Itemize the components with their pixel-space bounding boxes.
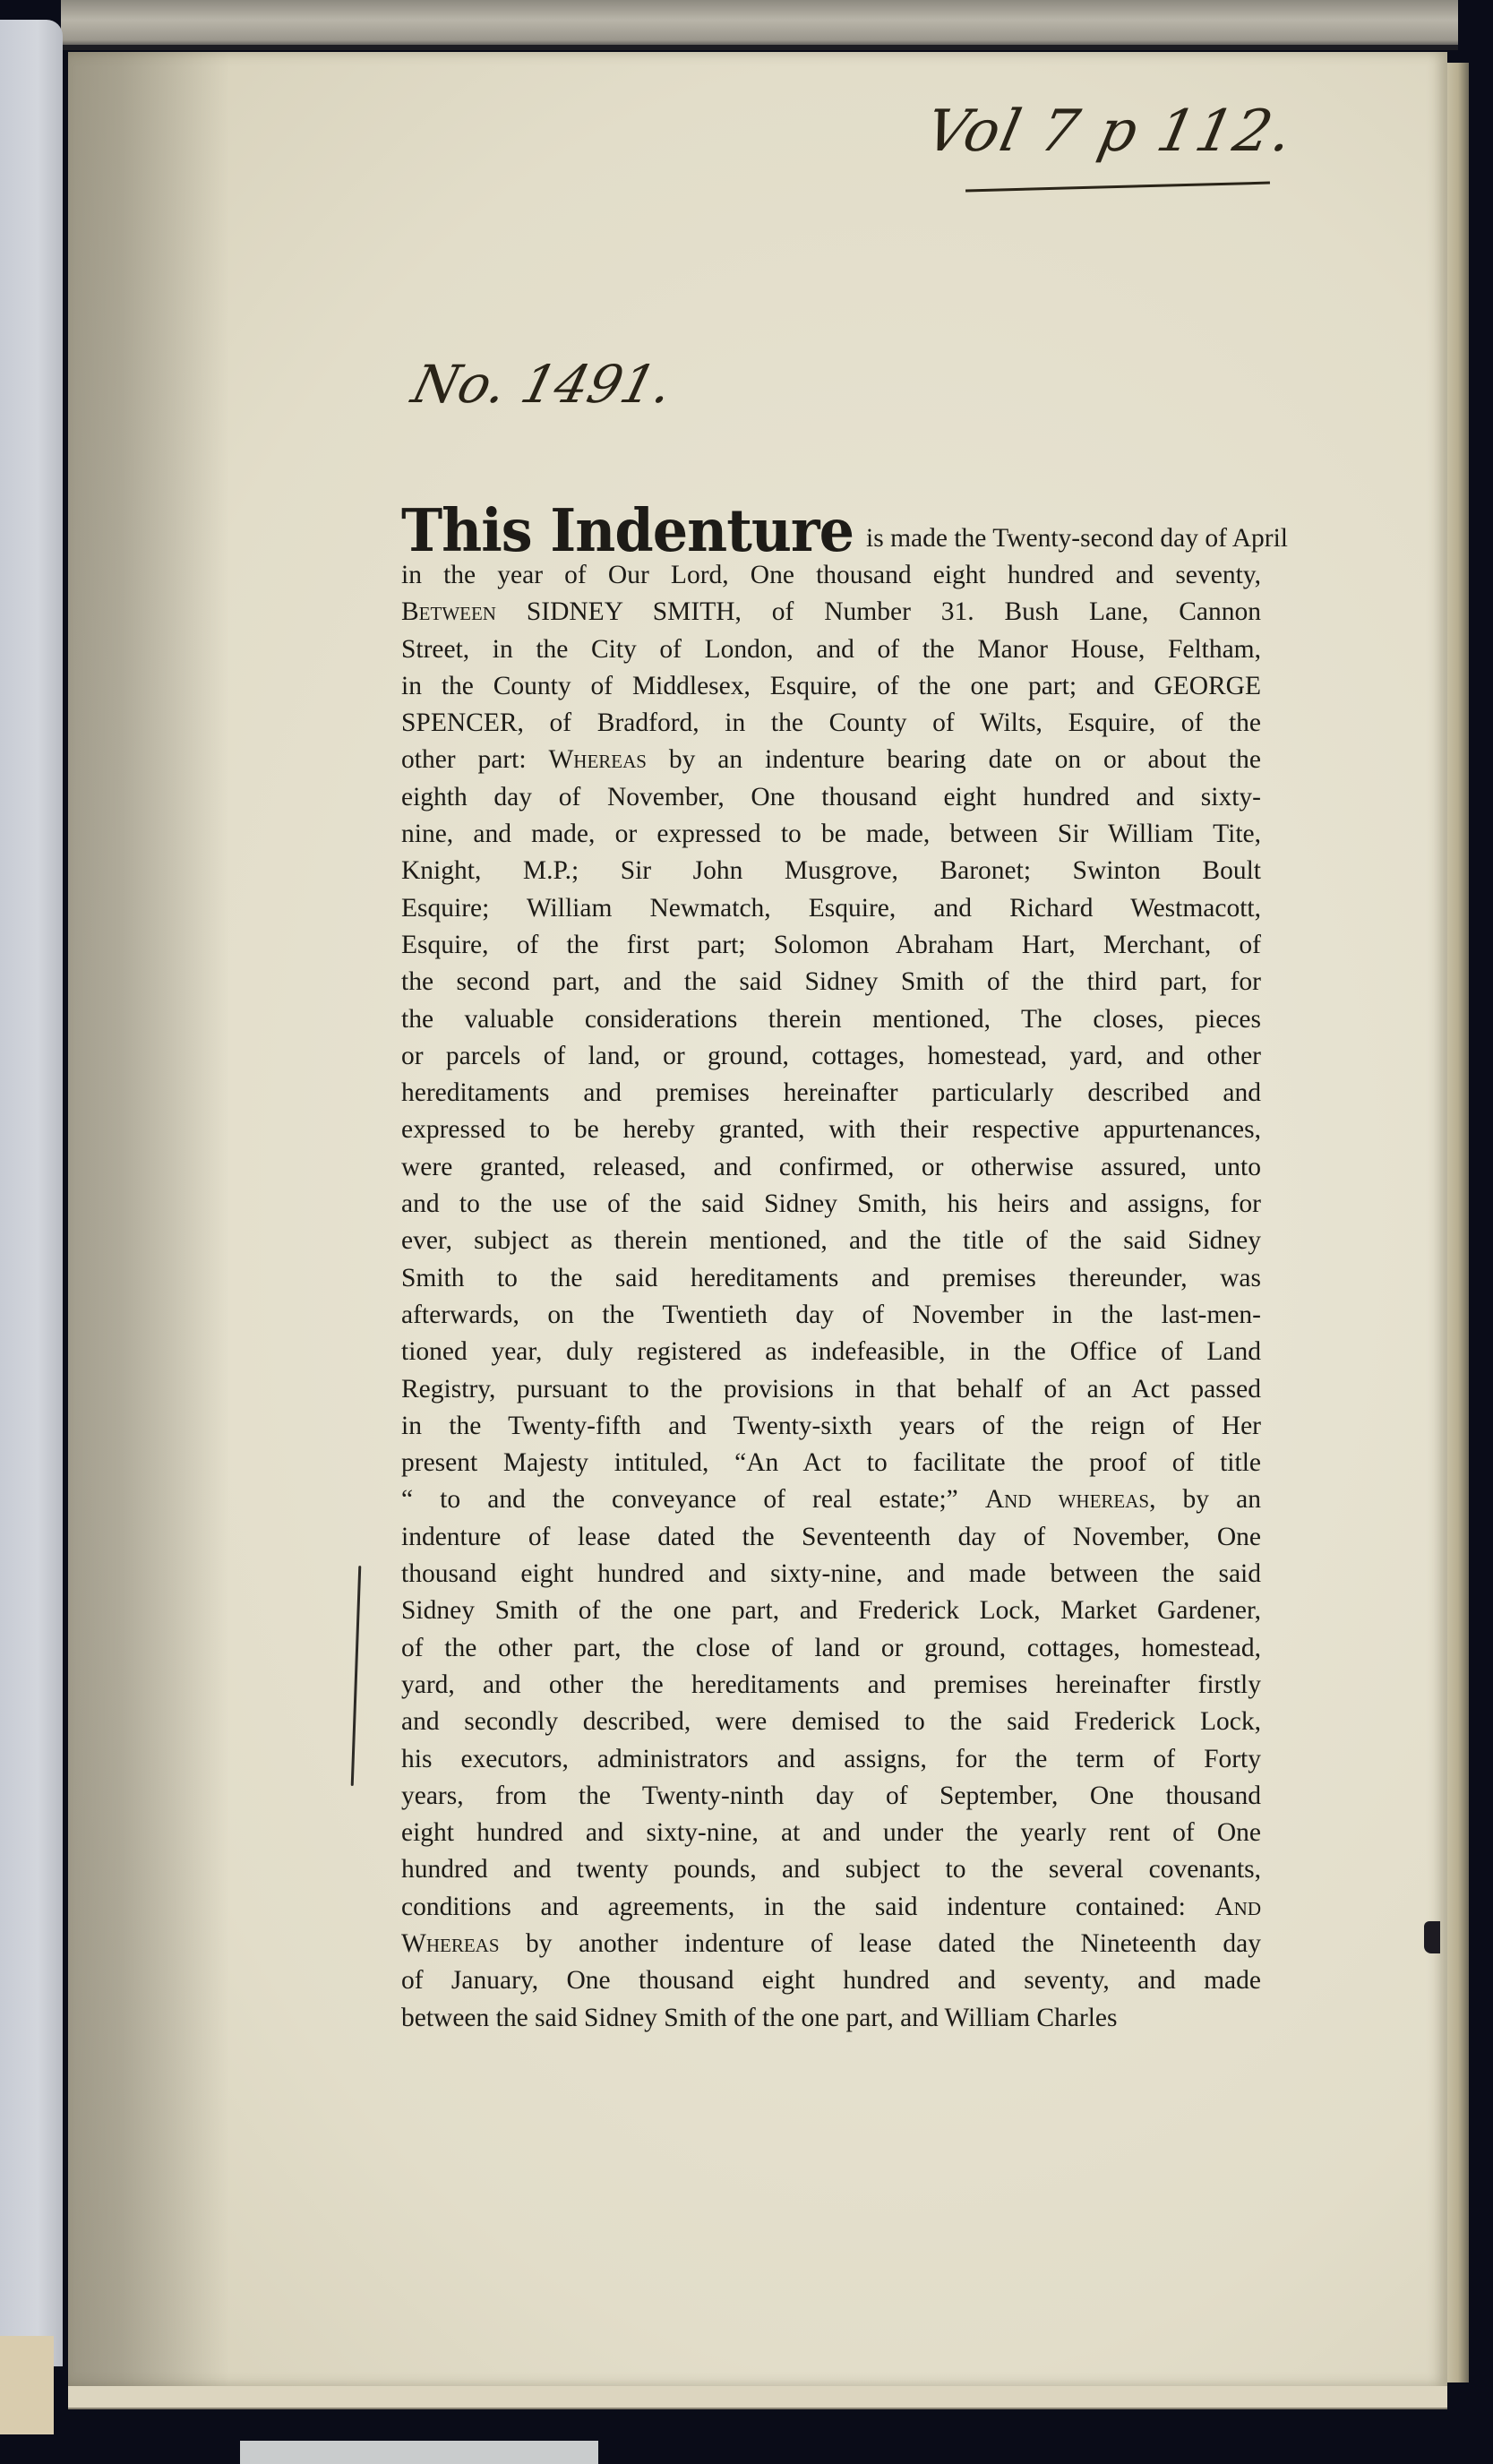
deed-text-line: expressed to be hereby granted, with their respective appurtenances,: [401, 1115, 1261, 1145]
small-caps-keyword: Whereas: [548, 745, 647, 775]
deed-text-line: Knight, M.P.; Sir John Musgrove, Baronet; Swinton Boult: [401, 856, 1261, 886]
facing-page-corner: [0, 2336, 54, 2434]
tucked-paper-slip: [240, 2441, 598, 2464]
small-caps-keyword: Between: [401, 597, 496, 627]
deed-text-line: nine, and made, or expressed to be made, between Sir William Tite,: [401, 820, 1261, 849]
deed-text-line: in the year of Our Lord, One thousand eight hundred and seventy,: [401, 561, 1261, 589]
deed-text-line: Whereas by another indenture of lease dated the Nineteenth day: [401, 1928, 1261, 1958]
page-bottom-margin: [68, 2386, 1447, 2408]
deed-text-line: tioned year, duly registered as indefeasible, in the Office of Land: [401, 1337, 1261, 1367]
deed-text-line: ever, subject as therein mentioned, and the title of the said Sidney: [401, 1226, 1261, 1256]
opening-line: [401, 496, 1288, 565]
deed-text-line: his executors, administrators and assigns, for the term of Forty: [401, 1744, 1261, 1773]
deed-text-line: Registry, pursuant to the provisions in that behalf of an Act passed: [401, 1374, 1261, 1404]
deed-text-line: and to the use of the said Sidney Smith, his heirs and assigns, for: [401, 1189, 1261, 1219]
deed-text-line: Esquire, of the first part; Solomon Abraham Hart, Merchant, of: [401, 930, 1261, 959]
book-binding-top: [61, 0, 1458, 50]
deed-text-line: Sidney Smith of the one part, and Frederick Lock, Market Gardener,: [401, 1596, 1261, 1626]
small-caps-keyword: And: [1214, 1892, 1261, 1921]
deed-text-line: or parcels of land, or ground, cottages, homestead, yard, and other: [401, 1041, 1261, 1070]
deed-text-line: of the other part, the close of land or ground, cottages, homestead,: [401, 1633, 1261, 1662]
deed-text-line: indenture of lease dated the Seventeenth day of November, One: [401, 1522, 1261, 1551]
volume-reference-annotation: Vol 7 p 112.: [920, 99, 1300, 165]
deed-text-line: in the County of Middlesex, Esquire, of the one part; and GEORGE: [401, 671, 1261, 700]
opening-continuation: is made the Twenty-second day of April: [866, 524, 1288, 553]
deed-text-line: present Majesty intituled, “An Act to facilitate the proof of title: [401, 1448, 1261, 1478]
deed-text-line: years, from the Twenty-ninth day of September, One thousand: [401, 1781, 1261, 1810]
deed-text-line: afterwards, on the Twentieth day of November in the last-men-: [401, 1300, 1261, 1329]
indenture-title: This Indenture: [401, 496, 854, 565]
deed-text-line: were granted, released, and confirmed, or otherwise assured, unto: [401, 1152, 1261, 1181]
deed-text-line: SPENCER, of Bradford, in the County of Wilts, Esquire, of the: [401, 708, 1261, 738]
deed-text-line: yard, and other the hereditaments and premises hereinafter firstly: [401, 1670, 1261, 1699]
deed-number-annotation: No. 1491.: [406, 354, 680, 415]
deed-text-line: Esquire; William Newmatch, Esquire, and Richard Westmacott,: [401, 893, 1261, 923]
deed-text-line: conditions and agreements, in the said indenture contained: And: [401, 1892, 1261, 1921]
facing-page-edge: [0, 20, 63, 2366]
deed-lines: [401, 557, 1261, 2037]
deed-text-line: between the said Sidney Smith of the one part, and William Charles: [401, 2003, 1118, 2032]
small-caps-keyword: Whereas: [401, 1928, 500, 1958]
deed-text-line: of January, One thousand eight hundred and seventy, and made: [401, 1966, 1261, 1996]
deed-text-line: in the Twenty-fifth and Twenty-sixth years of the reign of Her: [401, 1411, 1261, 1440]
deed-body-text: [401, 496, 1288, 2037]
deed-text-line: Smith to the said hereditaments and premises thereunder, was: [401, 1263, 1261, 1292]
deed-text-line: hereditaments and premises hereinafter particularly described and: [401, 1078, 1261, 1108]
page-tear-notch: [1424, 1921, 1440, 1953]
deed-text-line: eight hundred and sixty-nine, at and under the yearly rent of One: [401, 1818, 1261, 1848]
deed-text-line: hundred and twenty pounds, and subject to the several covenants,: [401, 1855, 1261, 1884]
deed-text-line: Street, in the City of London, and of the Manor House, Feltham,: [401, 634, 1261, 664]
small-caps-keyword: And whereas: [984, 1485, 1150, 1515]
deed-text-line: thousand eight hundred and sixty-nine, and made between the said: [401, 1559, 1261, 1589]
deed-text-line: the second part, and the said Sidney Smith of the third part, for: [401, 967, 1261, 997]
deed-text-line: other part: Whereas by an indenture bearing date on or about the: [401, 745, 1261, 775]
deed-text-line: eighth day of November, One thousand eight hundred and sixty-: [401, 782, 1261, 811]
deed-text-line: the valuable considerations therein mentioned, The closes, pieces: [401, 1004, 1261, 1034]
deed-text-line: Between SIDNEY SMITH, of Number 31. Bush Lane, Cannon: [401, 597, 1261, 627]
deed-text-line: and secondly described, were demised to the said Frederick Lock,: [401, 1707, 1261, 1737]
deed-text-line: “ to and the conveyance of real estate;” And whereas, by an: [401, 1485, 1261, 1515]
page-bottom-rule: [68, 2408, 1447, 2409]
